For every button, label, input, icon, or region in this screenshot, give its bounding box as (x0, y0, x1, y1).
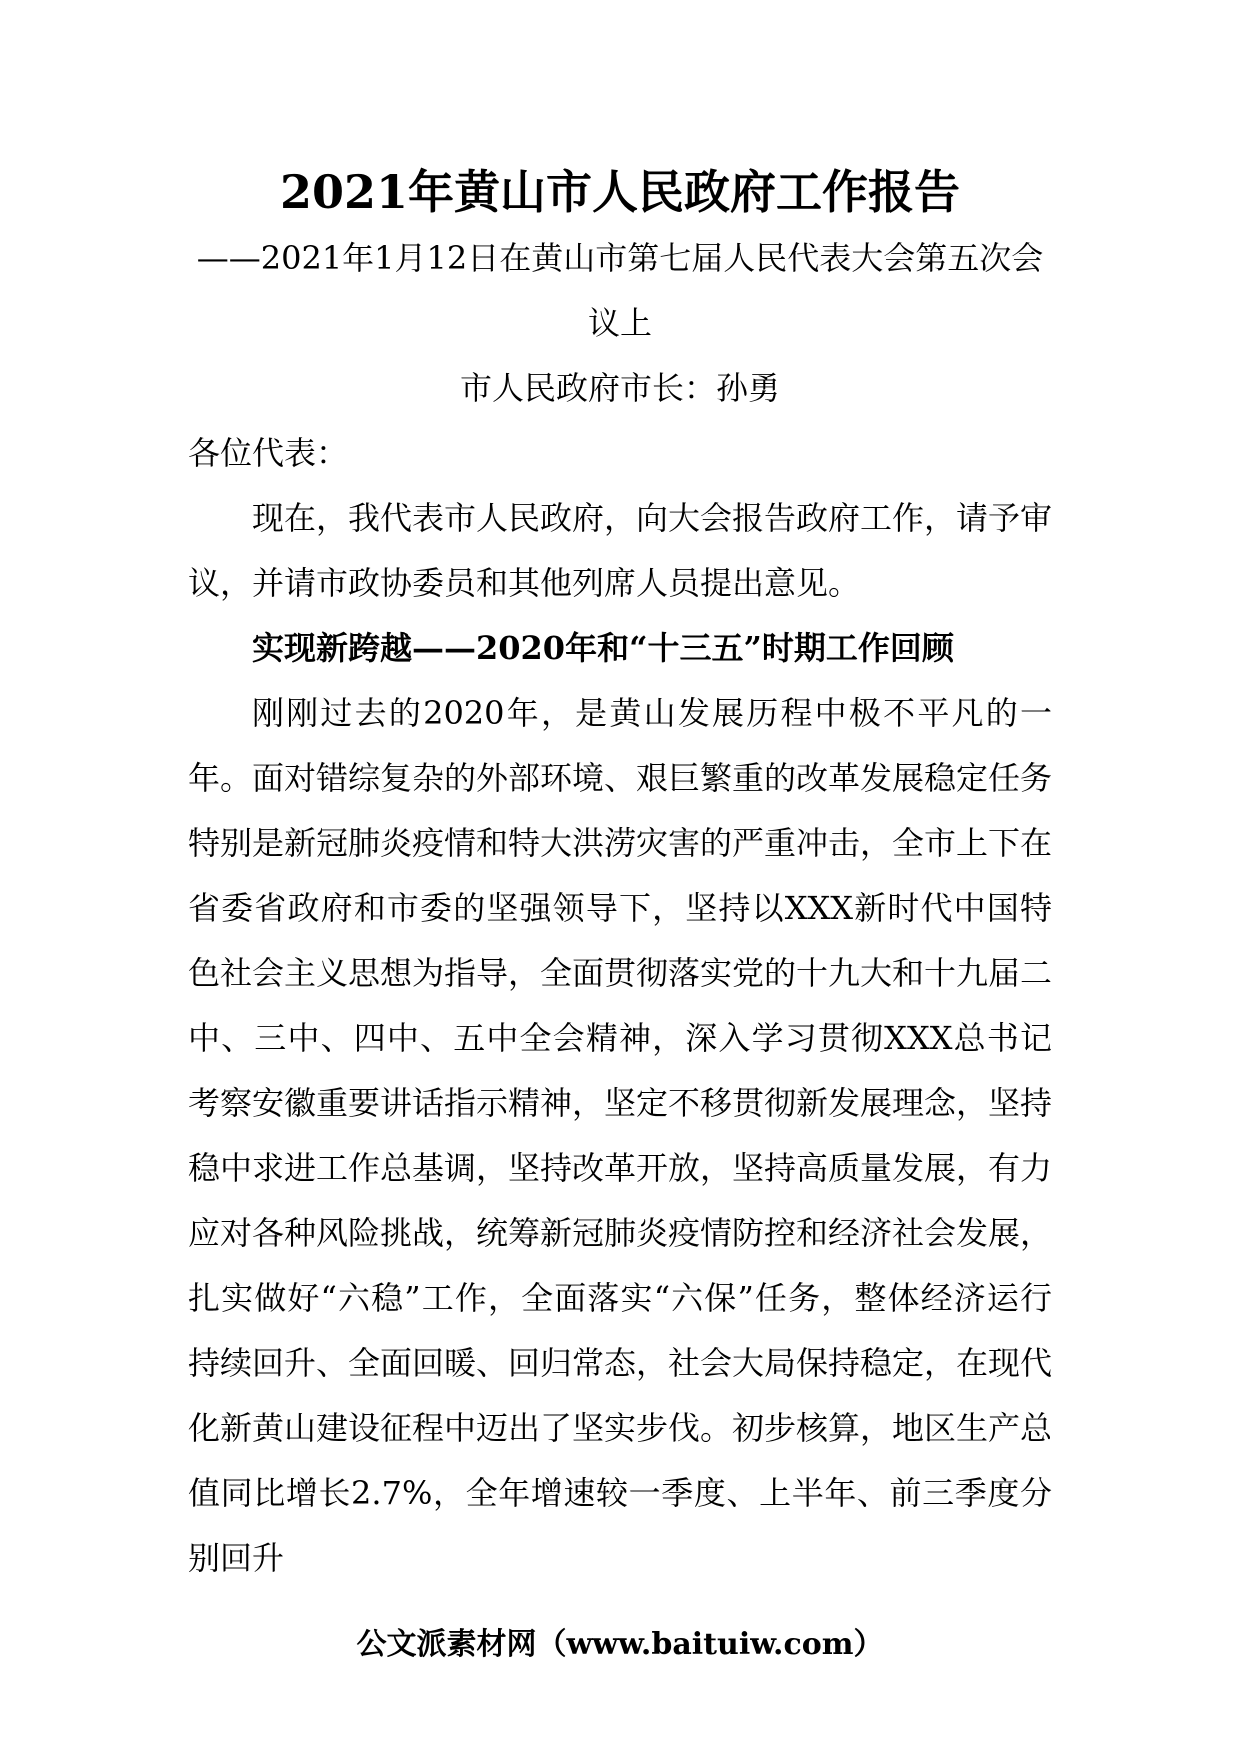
footer-watermark: 公文派素材网（www.baituiw.com） (356, 1627, 884, 1662)
document-title: 2021年黄山市人民政府工作报告 (279, 165, 961, 219)
salutation: 各位代表： (188, 434, 349, 472)
section-paragraph: 刚刚过去的2020年，是黄山发展历程中极不平凡的一年。面对错综复杂的外部环境、艰巨繁重的改革发展稳定任务特别是新冠肺炎疫情和特大洪涝灾害的严重冲击，全市上下在省委省政府和市委的坚强领导下，坚持以XXX新时代中国特色社会主义思想为指导，全面贯彻落实党的十九大和十九届二中、三中、四中、五中全会精神，深入学习贯彻XXX总书记考察安徽重要讲话指示精神，坚定不移贯彻新发展理念，坚持稳中求进工作总基调，坚持改革开放，坚持高质量发展，有力应对各种风险挑战，统筹新冠肺炎疫情防控和经济社会发展，扎实做好“六稳”工作，全面落实“六保”任务，整体经济运行持续回升、全面回暖、回归常态，社会大局保持稳定，在现代化新黄山建设征程中迈出了坚实步伐。初步核算，地区生产总值同比增长2.7%，全年增速较一季度、上半年、前三季度分别回升 (188, 694, 1052, 1577)
section-heading: 实现新跨越——2020年和“十三五”时期工作回顾 (252, 629, 954, 667)
intro-paragraph: 现在，我代表市人民政府，向大会报告政府工作，请予审议，并请市政协委员和其他列席人员提出意见。 (188, 499, 1053, 602)
document-subtitle: ——2021年1月12日在黄山市第七届人民代表大会第五次会议上 (196, 239, 1044, 342)
document-author: 市人民政府市长：孙勇 (459, 369, 780, 407)
